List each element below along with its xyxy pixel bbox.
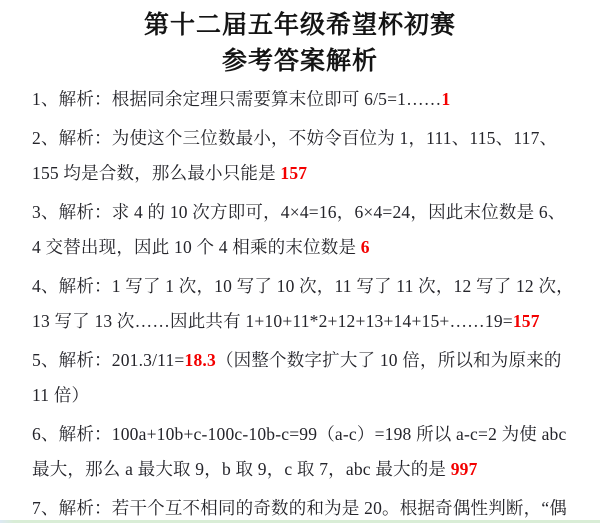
text-line [32,195,570,231]
explanation-text: （因整个数字扩大了 10 倍，所以和为原来的 [215,349,562,370]
answer-item-5 [32,343,570,414]
explanation-text: 7、解析：若干个互不相同的奇数的和为是 20。根据奇偶性判断，“偶 [32,497,567,518]
text-line [32,378,570,414]
text-line [32,304,570,340]
explanation-text: 6、解析：100a+10b+c-100c-10b-c=99（a-c）=198 所以 a-c=2 为使 abc [32,423,567,444]
document-subtitle: 参考答案解析 [221,48,378,75]
text-line [32,121,570,157]
explanation-text: 3、解析：求 4 的 10 次方即可，4×4=16，6×4=24，因此末位数是 6、 [32,201,566,222]
explanation-text: 4、解析：1 写了 1 次，10 写了 10 次，11 写了 11 次，12 写了 12 次， [32,275,574,296]
answer-list [0,82,600,525]
document-title: 第十二届五年级希望杯初赛 [143,12,456,39]
text-line [32,452,570,488]
explanation-text: 最大，那么 a 最大取 9，b 取 9，c 取 7，abc 最大的是 [32,459,451,479]
answer-item-3 [32,195,570,266]
bottom-rule [0,520,600,523]
explanation-text: 1、解析：根据同余定理只需要算末位即可 6/5=1…… [32,89,442,109]
text-line [32,82,570,118]
text-line [32,156,570,192]
answer-value: 6 [360,237,370,257]
explanation-text: 5、解析：201.3/11= [32,349,185,370]
explanation-text: 155 均是合数，那么最小只能是 [32,163,281,183]
explanation-text: 13 写了 13 次……因此共有 1+10+11*2+12+13+14+15+……19= [32,311,513,331]
document-header [0,0,600,80]
explanation-text: 2、解析：为使这个三位数最小，不妨令百位为 1，111、115、117、 [32,127,558,148]
answer-item-2 [32,121,570,192]
text-line [32,343,570,379]
text-line [32,417,570,453]
explanation-text: 4 交替出现，因此 10 个 4 相乘的末位数是 [32,237,361,257]
text-line [32,269,574,305]
answer-value: 1 [441,89,451,109]
answer-value: 157 [280,163,308,183]
answer-value: 157 [512,311,540,331]
answer-item-4 [32,269,574,340]
answer-item-6 [32,417,570,488]
text-line [32,230,570,266]
answer-value: 18.3 [184,349,216,370]
answer-item-1 [32,82,570,118]
explanation-text: 11 倍） [32,385,90,405]
answer-value: 997 [450,459,478,479]
